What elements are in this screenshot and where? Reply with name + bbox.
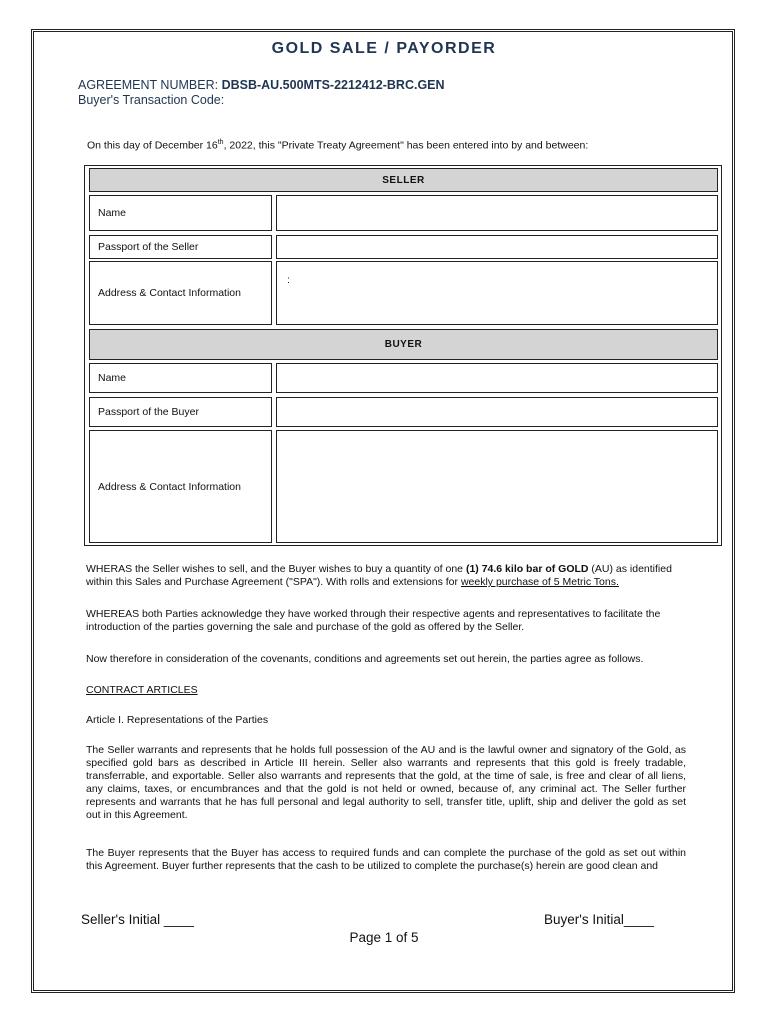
seller-warrants-paragraph: The Seller warrants and represents that he holds full possession of the AU and is the lawful owner and signatory of the Gold, as specified gold bars as described in Article III herein. Seller also warrants and represents that this gold is freely tradable, transferrable, and exportable. Seller also warrants and represents that the gold, at the time of sale, is free and clear of all liens, any claims, taxes, or encumbrances and that the gold is not held or owned, because of, any criminal act. The Seller further represents and warrants that he has full personal and legal authority to sell, transfer title, uplift, ship and deliver the gold as set out in this Agreement. — [86, 744, 686, 821]
buyer-represents-paragraph: The Buyer represents that the Buyer has access to required funds and can complete the purchase of the gold as set out within this Agreement. Buyer further represents that the cash to be utilized to complete the purchase(s) herein are good clean and — [86, 847, 686, 872]
seller-address-label: Address & Contact Information — [89, 261, 272, 325]
whereas-paragraph-1 — [86, 563, 686, 589]
article-1-heading: Article I. Representations of the Parties — [86, 714, 269, 726]
contract-articles-heading: CONTRACT ARTICLES — [86, 684, 198, 696]
agreement-number: DBSB-AU.500MTS-2212412-BRC.GEN — [221, 78, 445, 92]
agreement-number-line — [78, 78, 445, 92]
whereas1-text-c: (AU) as identified within this Sales and Purchase Agreement ("SPA"). With rolls and extensions for — [86, 563, 672, 588]
buyer-passport-label: Passport of the Buyer — [89, 397, 272, 427]
whereas1-text-a: WHERAS the Seller wishes to sell, and the Buyer wishes to buy a quantity of one — [86, 563, 466, 575]
buyer-initial: Buyer's Initial____ — [544, 912, 654, 927]
intro-after: , 2022, this "Private Treaty Agreement" has been entered into by and between: — [223, 139, 589, 152]
buyer-name-field[interactable] — [276, 363, 718, 393]
whereas1-quantity: (1) 74.6 kilo bar of GOLD — [465, 563, 589, 575]
buyer-name-label: Name — [89, 363, 272, 393]
seller-header: SELLER — [89, 168, 718, 192]
page-number: Page 1 of 5 — [349, 930, 419, 945]
seller-passport-label: Passport of the Seller — [89, 235, 272, 259]
intro-text — [87, 139, 588, 152]
intro-sup: th — [217, 139, 224, 146]
intro-before: On this day of December 16 — [87, 139, 218, 152]
seller-name-label: Name — [89, 195, 272, 231]
seller-address-field[interactable] — [276, 261, 718, 325]
transaction-code-label: Buyer's Transaction Code: — [78, 93, 225, 107]
buyer-address-label: Address & Contact Information — [89, 430, 272, 543]
now-therefore-paragraph: Now therefore in consideration of the covenants, conditions and agreements set out herein, the parties agree as follows. — [86, 653, 644, 665]
agreement-number-label: AGREEMENT NUMBER: — [78, 78, 219, 92]
seller-address-value: : — [287, 274, 290, 286]
seller-passport-field[interactable] — [276, 235, 718, 259]
seller-initial: Seller's Initial ____ — [81, 912, 194, 927]
document-title: GOLD SALE / PAYORDER — [271, 40, 497, 57]
buyer-passport-field[interactable] — [276, 397, 718, 427]
buyer-header: BUYER — [89, 329, 718, 360]
whereas-paragraph-2: WHEREAS both Parties acknowledge they have worked through their respective agents and representatives to facilitate the introduction of the parties governing the sale and purchase of the gold as offered by the Seller. — [86, 608, 661, 633]
buyer-address-field[interactable] — [276, 430, 718, 543]
whereas1-weekly-purchase: weekly purchase of 5 Metric Tons. — [460, 576, 619, 588]
seller-name-field[interactable] — [276, 195, 718, 231]
